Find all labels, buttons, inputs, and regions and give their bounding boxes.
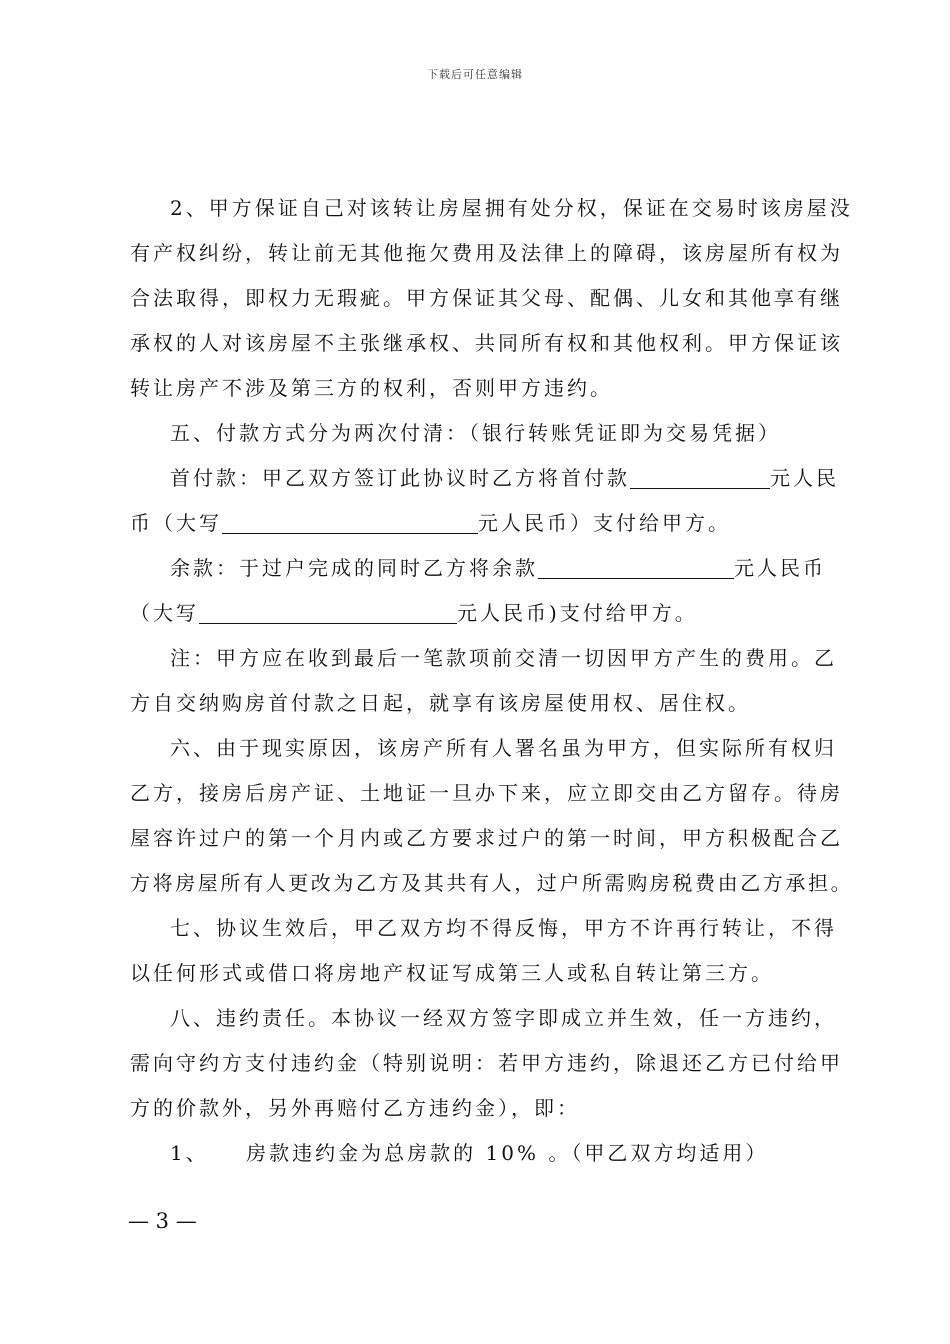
balance-unit: 元人民币 — [734, 556, 826, 580]
balance-text: 余款：于过户完成的同时乙方将余款 — [170, 556, 538, 580]
paragraph-line: 七、协议生效后，甲乙双方均不得反悔，甲方不许再行转让，不得 — [170, 916, 837, 940]
paragraph-line: 合法取得，即权力无瑕疵。甲方保证其父母、配偶、儿女和其他享有继 — [130, 286, 843, 310]
uppercase-tail: 元人民币）支付给甲方。 — [478, 511, 731, 535]
down-payment-line — [170, 458, 839, 498]
paragraph-line: 承权的人对该房屋不主张继承权、共同所有权和其他权利。甲方保证该 — [130, 331, 843, 355]
paragraph-line: 八、违约责任。本协议一经双方签字即成立并生效，任一方违约， — [170, 1006, 837, 1030]
paragraph-line: 以任何形式或借口将房地产权证写成第三人或私自转让第三方。 — [130, 961, 774, 985]
paragraph-line: 方的价款外，另外再赔付乙方违约金），即： — [130, 1096, 580, 1120]
balance-uppercase-line — [130, 593, 830, 633]
paragraph-line: 注：甲方应在收到最后一笔款项前交清一切因甲方产生的费用。乙 — [170, 646, 837, 670]
down-payment-text: 首付款：甲乙双方签订此协议时乙方将首付款 — [170, 466, 630, 490]
list-item: 1、 房款违约金为总房款的 10% 。（甲乙双方均适用） — [170, 1141, 769, 1165]
paragraph-line: 转让房产不涉及第三方的权利，否则甲方违约。 — [130, 376, 613, 400]
down-payment-uppercase-line — [130, 503, 830, 543]
paragraph-line: 方自交纳购房首付款之日起，就享有该房屋使用权、居住权。 — [130, 691, 751, 715]
balance-line — [170, 548, 830, 588]
page-number: — 3 — — [128, 1209, 197, 1233]
balance-uppercase-blank[interactable] — [199, 597, 457, 624]
paragraph-line: 有产权纠纷，转让前无其他拖欠费用及法律上的障碍，该房屋所有权为 — [130, 241, 843, 265]
paragraph-line: 需向守约方支付违约金（特别说明：若甲方违约，除退还乙方已付给甲 — [130, 1051, 843, 1075]
paragraph-line: 屋容许过户的第一个月内或乙方要求过户的第一时间，甲方积极配合乙 — [130, 826, 843, 850]
uppercase-label: （大写 — [130, 601, 199, 625]
down-payment-uppercase-blank[interactable] — [222, 507, 478, 534]
section-heading-payment: 五、付款方式分为两次付清：（银行转账凭证即为交易凭据） — [170, 421, 781, 445]
paragraph-line: 方将房屋所有人更改为乙方及其共有人，过户所需购房税费由乙方承担。 — [130, 871, 854, 895]
balance-amount-blank[interactable] — [538, 552, 734, 579]
uppercase-label: 币（大写 — [130, 511, 222, 535]
paragraph-line: 六、由于现实原因，该房产所有人署名虽为甲方，但实际所有权归 — [170, 736, 837, 760]
uppercase-tail: 元人民币)支付给甲方。 — [457, 601, 698, 625]
down-payment-unit: 元人民 — [770, 466, 839, 490]
page-header: 下载后可任意编辑 — [427, 68, 523, 81]
down-payment-amount-blank[interactable] — [630, 462, 770, 489]
paragraph-line: 乙方，接房后房产证、土地证一旦办下来，应立即交由乙方留存。待房 — [130, 781, 843, 805]
paragraph-line: 2、甲方保证自己对该转让房屋拥有处分权，保证在交易时该房屋没 — [170, 196, 853, 220]
